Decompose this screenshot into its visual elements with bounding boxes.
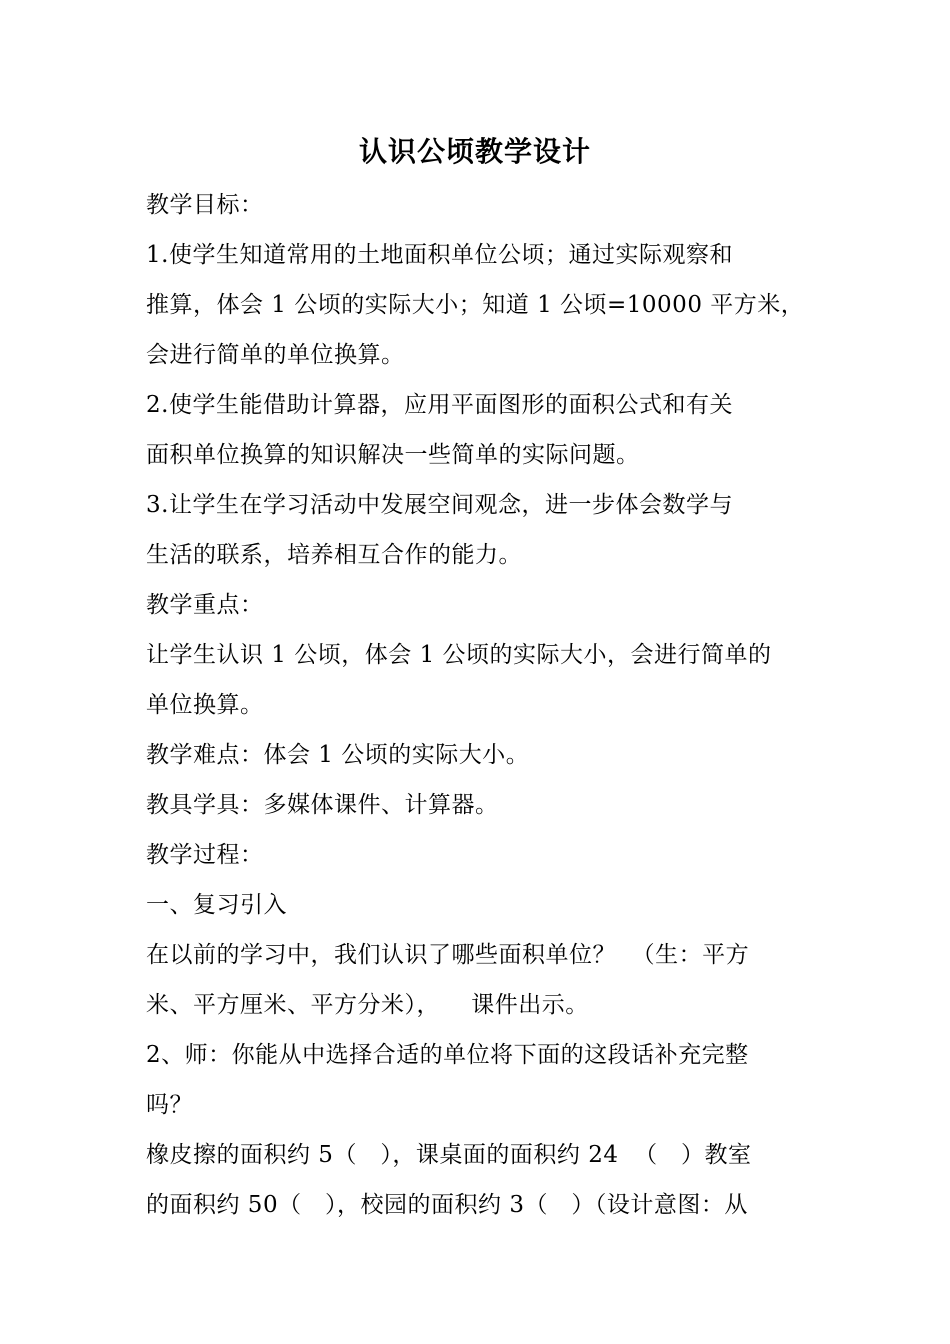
body-line: 让学生认识 1 公顷，体会 1 公顷的实际大小，会进行简单的	[146, 642, 772, 668]
body-line: 3.让学生在学习活动中发展空间观念，进一步体会数学与	[146, 492, 733, 518]
body-line: 推算，体会 1 公顷的实际大小；知道 1 公顷=10000 平方米，	[146, 292, 805, 318]
body-line: 橡皮擦的面积约 5（ ），课桌面的面积约 24 （ ）教室	[146, 1142, 752, 1168]
body-line: 教学难点：体会 1 公顷的实际大小。	[146, 742, 530, 768]
body-line: 在以前的学习中，我们认识了哪些面积单位？ （生：平方	[146, 942, 750, 968]
document-body	[146, 180, 816, 1230]
body-line: 教学目标：	[146, 192, 264, 218]
body-line: 生活的联系，培养相互合作的能力。	[146, 542, 522, 568]
body-line: 2、师：你能从中选择合适的单位将下面的这段话补充完整	[146, 1042, 749, 1068]
body-line: 面积单位换算的知识解决一些简单的实际问题。	[146, 442, 640, 468]
body-line: 吗？	[146, 1092, 193, 1118]
body-line: 一、复习引入	[146, 892, 287, 918]
body-line: 2.使学生能借助计算器，应用平面图形的面积公式和有关	[146, 392, 733, 418]
body-line: 教学过程：	[146, 842, 264, 868]
document-title: 认识公顷教学设计	[358, 135, 591, 168]
body-line: 米、平方厘米、平方分米）， 课件出示。	[146, 992, 589, 1018]
body-line: 教具学具：多媒体课件、计算器。	[146, 792, 499, 818]
body-line: 单位换算。	[146, 692, 264, 718]
body-line: 的面积约 50（ ），校园的面积约 3（ ）（设计意图：从	[146, 1192, 748, 1218]
body-line: 会进行简单的单位换算。	[146, 342, 405, 368]
body-line: 1.使学生知道常用的土地面积单位公顷；通过实际观察和	[146, 242, 733, 268]
body-line: 教学重点：	[146, 592, 264, 618]
